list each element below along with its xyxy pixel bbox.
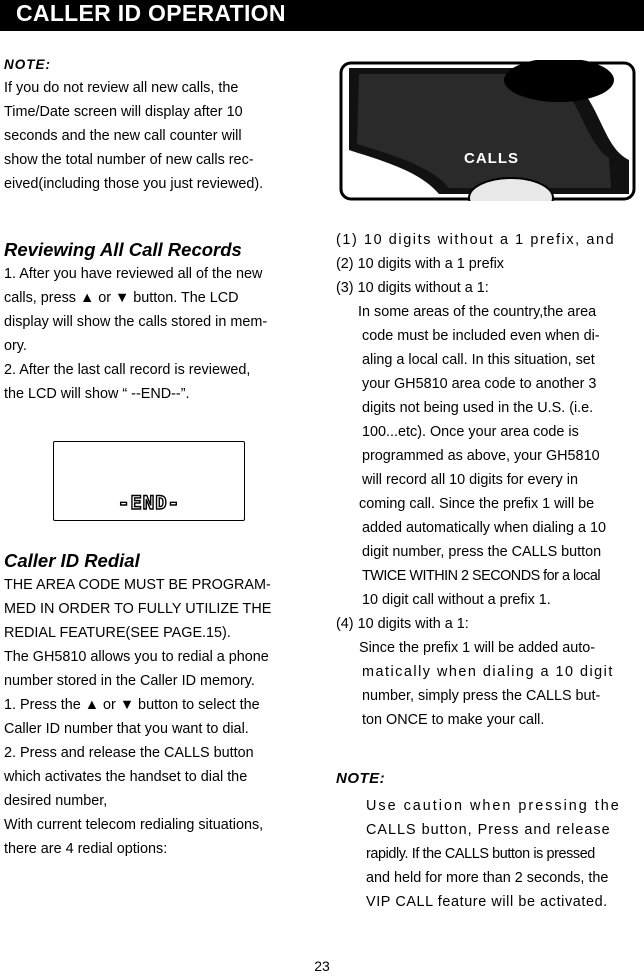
redial-line: With current telecom redialing situations, bbox=[4, 817, 264, 833]
option3-line: code must be included even when di- bbox=[362, 328, 600, 344]
redial-line: THE AREA CODE MUST BE PROGRAM- bbox=[4, 577, 271, 593]
redial-line: Caller ID number that you want to dial. bbox=[4, 721, 249, 737]
calls-label: CALLS bbox=[464, 150, 519, 167]
calls-button-photo bbox=[339, 60, 636, 201]
option3-line: TWICE WITHIN 2 SECONDS for a local bbox=[362, 568, 601, 584]
option3-line: 100...etc). Once your area code is bbox=[362, 424, 579, 440]
right-note-line: Use caution when pressing the bbox=[366, 798, 621, 814]
redial-line: The GH5810 allows you to redial a phone bbox=[4, 649, 269, 665]
option3-line: digits not being used in the U.S. (i.e. bbox=[362, 400, 594, 416]
redial-line: which activates the handset to dial the bbox=[4, 769, 248, 785]
page-title: CALLER ID OPERATION bbox=[16, 0, 286, 26]
option4-detail-line: number, simply press the CALLS but- bbox=[362, 688, 601, 704]
option-line: (2) 10 digits with a 1 prefix bbox=[336, 256, 504, 272]
review-line: calls, press ▲ or ▼ button. The LCD bbox=[4, 290, 239, 306]
right-column bbox=[336, 228, 643, 914]
option3-line: coming call. Since the prefix 1 will be bbox=[359, 496, 595, 512]
lcd-display-illustration bbox=[53, 441, 245, 521]
option-line: (3) 10 digits without a 1: bbox=[336, 280, 489, 296]
option3-line: added automatically when dialing a 10 bbox=[362, 520, 607, 536]
option4-detail-line: matically when dialing a 10 digit bbox=[362, 664, 614, 680]
option3-line: In some areas of the country,the area bbox=[358, 304, 597, 320]
lcd-end-text: -END- bbox=[117, 492, 181, 514]
page-number: 23 bbox=[314, 958, 330, 974]
option-line: (1) 10 digits without a 1 prefix, and bbox=[336, 232, 616, 248]
review-line: the LCD will show “ --END--”. bbox=[4, 386, 190, 402]
redial-line: REDIAL FEATURE(SEE PAGE.15). bbox=[4, 625, 231, 641]
right-note-line: rapidly. If the CALLS button is pressed bbox=[366, 846, 595, 862]
option3-line: your GH5810 area code to another 3 bbox=[362, 376, 597, 392]
left-column bbox=[4, 54, 307, 406]
option4-detail-line: Since the prefix 1 will be added auto- bbox=[359, 640, 595, 656]
option3-line: 10 digit call without a prefix 1. bbox=[362, 592, 551, 608]
option4-detail-line: ton ONCE to make your call. bbox=[362, 712, 545, 728]
option3-line: programmed as above, your GH5810 bbox=[362, 448, 600, 464]
note-line: show the total number of new calls rec- bbox=[4, 152, 254, 168]
note-heading: NOTE: bbox=[4, 57, 51, 72]
redial-line: number stored in the Caller ID memory. bbox=[4, 673, 255, 689]
review-line: 2. After the last call record is reviewed, bbox=[4, 362, 251, 378]
review-line: display will show the calls stored in mem- bbox=[4, 314, 268, 330]
redial-line: MED IN ORDER TO FULLY UTILIZE THE bbox=[4, 601, 272, 617]
redial-line: there are 4 redial options: bbox=[4, 841, 168, 857]
redial-line: desired number, bbox=[4, 793, 108, 809]
note-line: seconds and the new call counter will bbox=[4, 128, 242, 144]
option3-line: aling a local call. In this situation, set bbox=[362, 352, 595, 368]
handset-shadow bbox=[504, 60, 614, 102]
option3-line: digit number, press the CALLS button bbox=[362, 544, 602, 560]
note-line: eived(including those you just reviewed). bbox=[4, 176, 264, 192]
redial-section bbox=[4, 549, 307, 861]
review-line: ory. bbox=[4, 338, 27, 354]
right-note-heading: NOTE: bbox=[336, 770, 386, 787]
redial-heading: Caller ID Redial bbox=[4, 550, 140, 571]
review-heading: Reviewing All Call Records bbox=[4, 239, 242, 260]
option3-line: will record all 10 digits for every in bbox=[362, 472, 578, 488]
right-note-line: and held for more than 2 seconds, the bbox=[366, 870, 609, 886]
option4-line: (4) 10 digits with a 1: bbox=[336, 616, 469, 632]
redial-line: 2. Press and release the CALLS button bbox=[4, 745, 254, 761]
right-note-line: CALLS button, Press and release bbox=[366, 822, 611, 838]
redial-line: 1. Press the ▲ or ▼ button to select the bbox=[4, 697, 260, 713]
review-line: 1. After you have reviewed all of the new bbox=[4, 266, 263, 282]
right-note-line: VIP CALL feature will be activated. bbox=[366, 894, 608, 910]
note-line: Time/Date screen will display after 10 bbox=[4, 104, 243, 120]
note-line: If you do not review all new calls, the bbox=[4, 80, 239, 96]
